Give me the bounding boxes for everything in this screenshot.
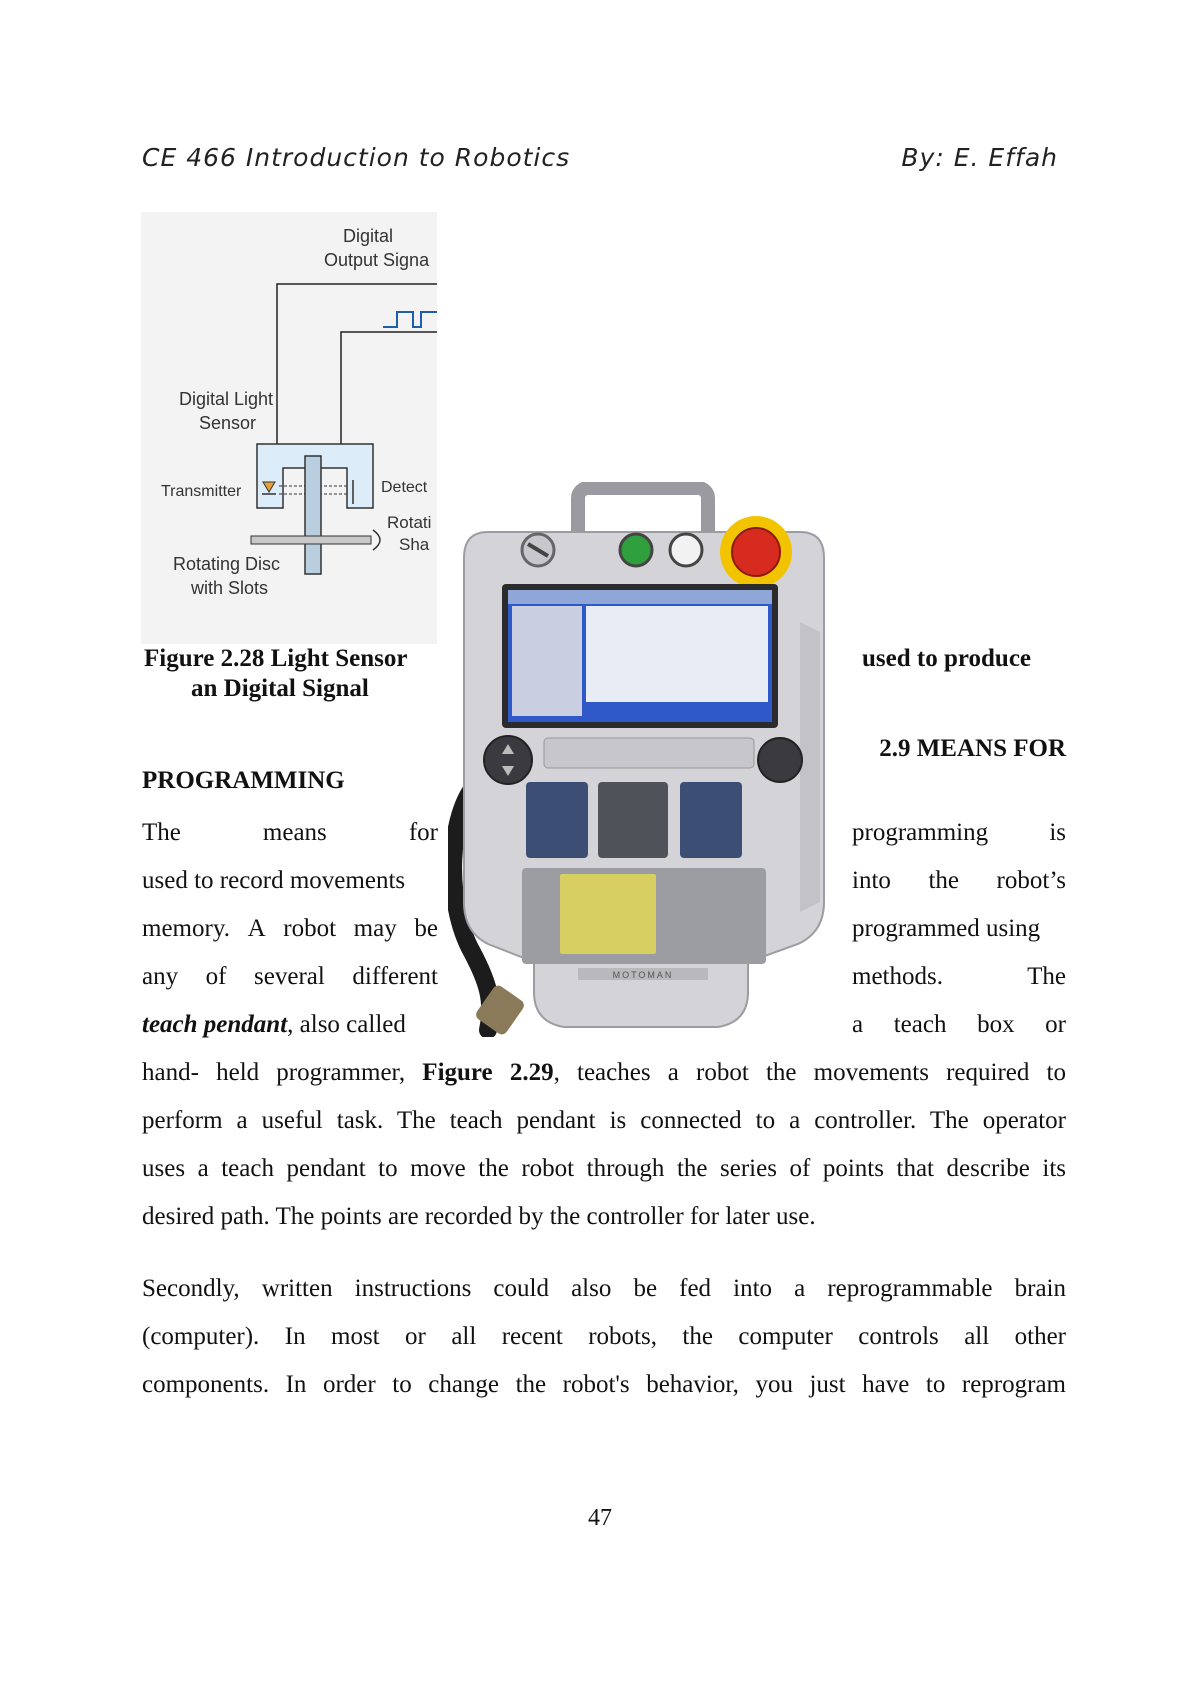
teach-pendant-image: [448, 482, 840, 1037]
label-disc-line1: Rotating Disc: [173, 554, 281, 574]
figure-reference: Figure 2.29: [422, 1059, 554, 1086]
word: a: [852, 1011, 864, 1038]
select-button[interactable]: [758, 738, 802, 782]
page-number: 47: [588, 1505, 612, 1531]
para2-line3: components. In order to change the robot's behavior, you just have to reprogram: [142, 1371, 1066, 1398]
screen-top-bar: [508, 590, 772, 604]
wrap-line-2-right: [852, 866, 1066, 896]
word: for: [408, 819, 438, 846]
word: programming: [852, 819, 989, 846]
word: teach: [893, 1011, 947, 1038]
wrap-line-5-right: [852, 1010, 1066, 1040]
word: be: [414, 915, 438, 942]
keypad-yellow-keys: [560, 874, 656, 954]
word: A: [247, 915, 266, 942]
label-shaft-line1: Rotati: [387, 513, 432, 532]
wrap-line-3-right: [852, 914, 1066, 944]
figure-caption-right: used to produce: [862, 645, 1032, 672]
wrap-line-1-right: [852, 818, 1066, 848]
para1-line4: desired path. The points are recorded by the controller for later use.: [142, 1203, 816, 1230]
label-sensor-line2: Sensor: [199, 413, 257, 433]
word: box: [977, 1011, 1015, 1038]
figure-caption-line2: an Digital Signal: [191, 675, 369, 702]
paragraph-reprogrammable-brain: [142, 1265, 1066, 1409]
pendant-brand: MOTOMAN: [612, 970, 674, 980]
cursor-dpad[interactable]: [484, 736, 532, 784]
axis-keys-right[interactable]: [680, 782, 742, 858]
servo-on-button-green[interactable]: [620, 534, 652, 566]
screen-content-panel: [586, 606, 768, 702]
word: may: [353, 915, 397, 942]
word: The: [1027, 963, 1066, 990]
para1-line3: uses a teach pendant to move the robot through the series of points that describe its: [142, 1155, 1066, 1182]
label-transmitter: Transmitter: [161, 483, 242, 500]
word: or: [1045, 1011, 1066, 1038]
text: , teaches a robot the movements required to: [553, 1059, 1066, 1086]
word: The: [142, 819, 181, 846]
rotating-disc: [305, 456, 321, 574]
figure-caption-line1: Figure 2.28 Light Sensor: [144, 645, 408, 672]
wrap-line-4-left: [142, 962, 438, 992]
rotating-shaft: [251, 536, 371, 544]
paragraph-teach-pendant: [142, 1049, 1066, 1241]
wrap-line-3-left: [142, 914, 438, 944]
light-sensor-diagram: [141, 212, 437, 644]
screen-menu-panel: [512, 606, 582, 716]
para2-line1: Secondly, written instructions could also be fed into a reprogrammable brain: [142, 1275, 1066, 1302]
para1-line1: [142, 1049, 1066, 1097]
wrap-line-5-left: [142, 1010, 438, 1040]
word: robot’s: [996, 867, 1066, 894]
para1-line2: perform a useful task. The teach pendant is connected to a controller. The operator: [142, 1107, 1066, 1134]
word: robot: [283, 915, 337, 942]
word: of: [205, 963, 227, 990]
label-detector: Detect: [381, 479, 428, 496]
label-disc-line2: with Slots: [191, 578, 269, 598]
word: several: [254, 963, 325, 990]
wrap-line-1-left: [142, 818, 438, 848]
word: into: [852, 867, 891, 894]
running-header-author: By: E. Effah: [901, 143, 1058, 172]
pendant-grip-right: [800, 622, 820, 912]
word: methods.: [852, 963, 943, 990]
section-heading-continued: PROGRAMMING: [142, 767, 345, 794]
center-speed-keys[interactable]: [598, 782, 668, 858]
word: , also called: [287, 1011, 406, 1038]
term-teach-pendant: teach pendant: [142, 1011, 288, 1038]
word: is: [1049, 819, 1066, 846]
label-output-line1: Digital: [343, 226, 394, 246]
word: the: [928, 867, 959, 894]
text: hand- held programmer,: [142, 1059, 423, 1086]
axis-keys-left[interactable]: [526, 782, 588, 858]
wrap-line-4-right: [852, 962, 1066, 992]
para2-line2: (computer). In most or all recent robots, the computer controls all other: [142, 1323, 1066, 1350]
hold-button-white[interactable]: [670, 534, 702, 566]
label-sensor-line1: Digital Light: [179, 389, 274, 409]
label-shaft-line2: Sha: [399, 535, 430, 554]
running-header-course: CE 466 Introduction to Robotics: [142, 143, 571, 172]
diagram-background: [141, 212, 437, 644]
word: different: [352, 963, 438, 990]
function-keys-row[interactable]: [544, 738, 754, 768]
wrap-line-2-left: [142, 866, 438, 896]
emergency-stop-button[interactable]: [732, 528, 780, 576]
word: any: [142, 963, 179, 990]
label-output-line2: Output Signa: [324, 250, 430, 270]
word: means: [262, 819, 327, 846]
word: used to record movements: [142, 867, 406, 894]
section-heading: 2.9 MEANS FOR: [879, 735, 1066, 762]
word: memory.: [142, 915, 230, 942]
word: programmed using: [852, 915, 1041, 942]
